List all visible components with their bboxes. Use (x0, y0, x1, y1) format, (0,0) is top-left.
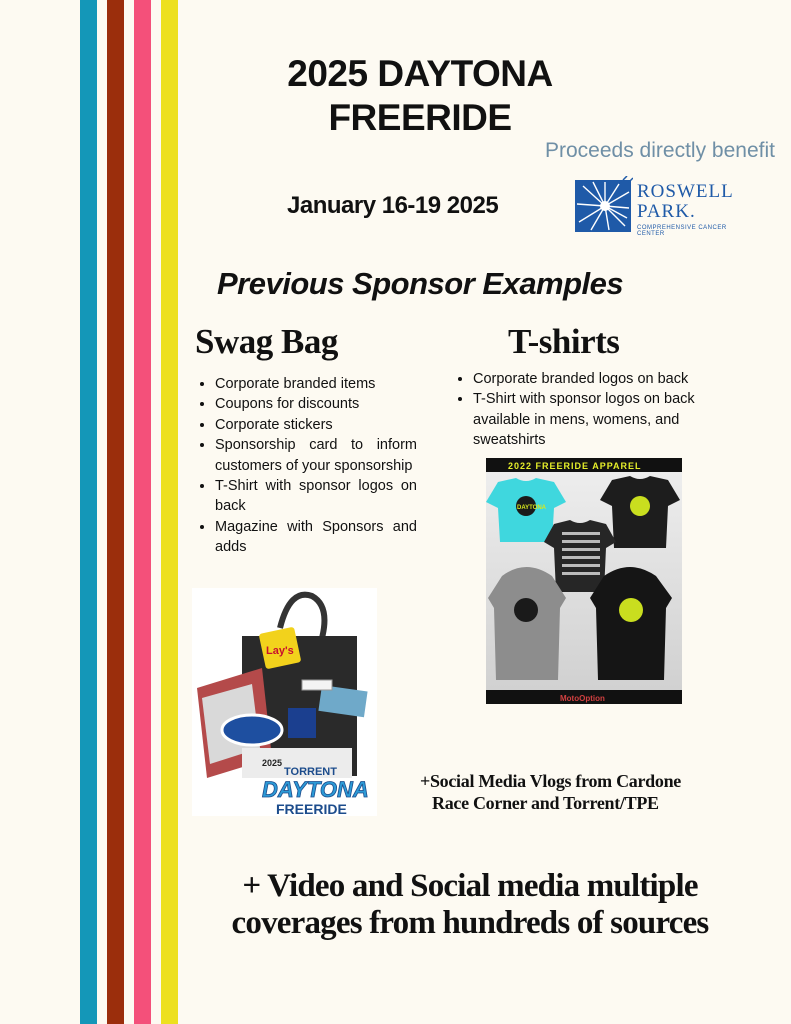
video-line-1: + Video and Social media multiple (242, 868, 698, 904)
sunburst-icon (575, 176, 633, 236)
shirt-logo: DAYTONA (517, 505, 547, 511)
tshirts-heading: T-shirts (508, 322, 620, 361)
apparel-banner: 2022 FREERIDE APPAREL (508, 461, 642, 471)
stripe-brown (107, 0, 124, 1024)
social-vlogs-text (420, 770, 681, 814)
chips-label: Lay's (266, 645, 294, 657)
stripe-pink (134, 0, 151, 1024)
video-line-2: coverages from hundreds of sources (231, 905, 709, 941)
title-line-1: 2025 DAYTONA (287, 53, 553, 94)
page-title (220, 52, 620, 140)
swag-bag-heading: Swag Bag (195, 322, 338, 361)
swag-bag-photo (192, 588, 377, 816)
stripe-blue (80, 0, 97, 1024)
social-line-1: +Social Media Vlogs from Cardone (420, 771, 681, 791)
social-line-2: Race Corner and Torrent/TPE (432, 793, 659, 813)
proceeds-text: Proceeds directly benefit (545, 139, 775, 162)
list-item: • Corporate branded items (215, 374, 417, 394)
logo-line-1: ROSWELL (637, 181, 734, 202)
list-item: • Corporate stickers (215, 415, 417, 435)
list-item: • Corporate branded logos on back (473, 369, 743, 389)
roswell-park-logo (575, 176, 745, 236)
swag-bag-list (193, 374, 417, 558)
logo-line-2: PARK. (637, 201, 696, 222)
tshirts-list (451, 369, 743, 451)
title-line-2: FREERIDE (328, 97, 512, 138)
section-title: Previous Sponsor Examples (217, 266, 624, 301)
list-item: • Coupons for discounts (215, 394, 417, 414)
list-item: • Sponsorship card to inform customers of your sponsorship (215, 435, 417, 476)
swag-event: DAYTONA (262, 777, 369, 802)
swag-event-2: FREERIDE (276, 801, 347, 816)
event-dates: January 16-19 2025 (287, 192, 499, 219)
logo-line-3: COMPREHENSIVE CANCER CENTER (637, 225, 727, 237)
list-item: • Magazine with Sponsors and adds (215, 517, 417, 558)
swag-year: 2025 (262, 758, 283, 768)
video-coverage-text (150, 868, 790, 942)
swag-brand: TORRENT (284, 766, 337, 778)
list-item: • T-Shirt with sponsor logos on back (215, 476, 417, 517)
list-item: • T-Shirt with sponsor logos on back available in mens, womens, and sweatshirts (473, 389, 743, 450)
apparel-footer: MotoOption (560, 694, 605, 703)
tshirt-photo (486, 458, 682, 704)
